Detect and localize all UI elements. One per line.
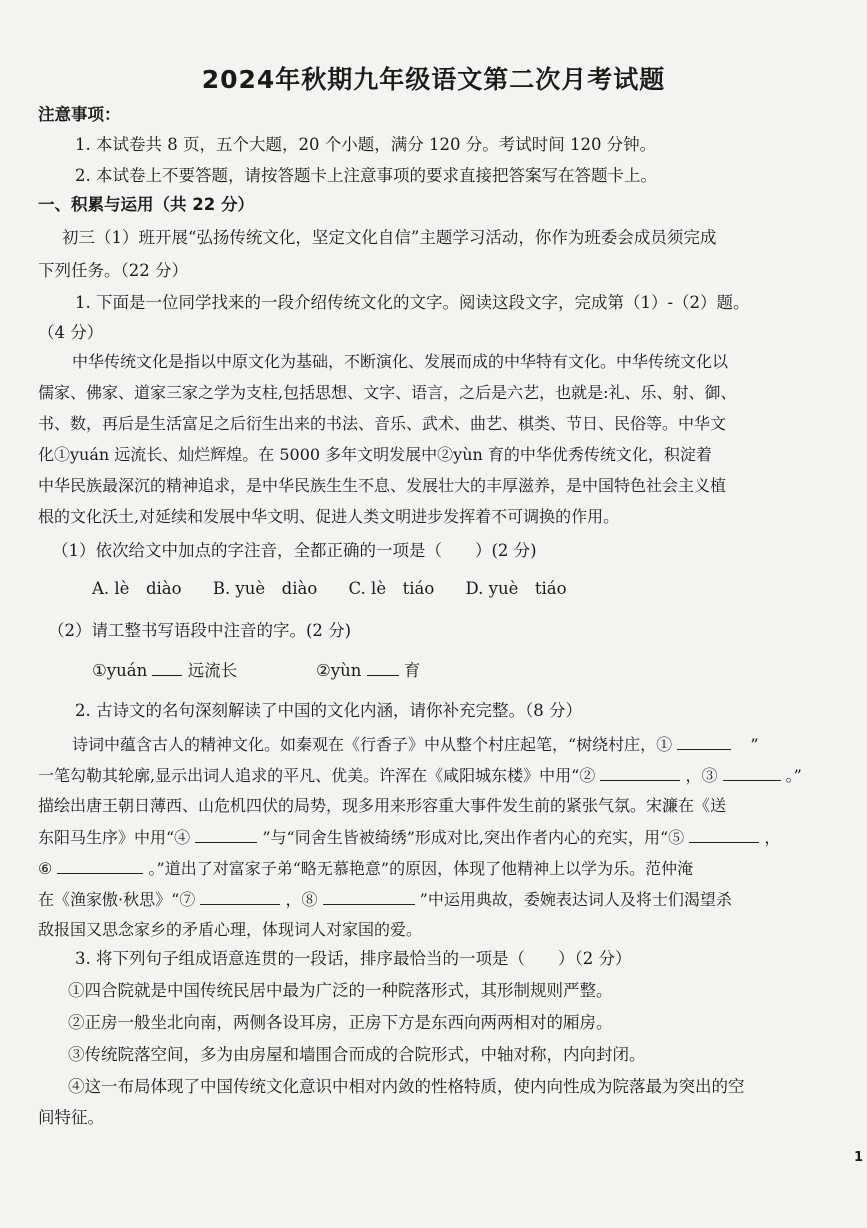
answer-blank[interactable]	[367, 659, 399, 676]
option-c: C. lè tiáo	[348, 579, 435, 598]
q1-stem-2: （4 分）	[38, 323, 104, 342]
q3-item: ③传统院落空间，多为由房屋和墙围合而成的合院形式，中轴对称，内向封闭。	[68, 1045, 646, 1064]
q1-stem-1: 1. 下面是一位同学找来的一段介绍传统文化的文字。阅读这段文字，完成第（1）-（2）题。	[75, 293, 750, 312]
answer-blank[interactable]	[200, 888, 280, 905]
q3-item: ④这一布局体现了中国传统文化意识中相对内敛的性格特质，使内向性成为院落最为突出的空	[68, 1077, 745, 1096]
notice-heading: 注意事项：	[38, 105, 121, 124]
q2-line: 在《渔家傲·秋思》“⑦ ，⑧ ”中运用典故，委婉表达词人及将士们渴望杀	[38, 890, 732, 909]
answer-blank[interactable]	[677, 733, 731, 750]
answer-blank[interactable]	[195, 826, 257, 843]
page-title: 2024年秋期九年级语文第二次月考试题	[201, 65, 666, 94]
passage-line: 中华传统文化是指以中原文化为基础，不断演化、发展而成的中华特有文化。中华传统文化以	[72, 352, 729, 371]
answer-blank[interactable]	[723, 764, 781, 781]
answer-blank[interactable]	[600, 764, 680, 781]
section-intro-1: 初三（1）班开展“弘扬传统文化，坚定文化自信”主题学习活动，你作为班委会成员须完成	[62, 228, 717, 247]
passage-line: 书、数，再后是生活富足之后衍生出来的书法、音乐、武术、曲艺、棋类、节日、民俗等。中华文	[38, 414, 727, 433]
notice-item-2: 2. 本试卷上不要答题，请按答题卡上注意事项的要求直接把答案写在答题卡上。	[75, 166, 657, 185]
q3-item: ①四合院就是中国传统民居中最为广泛的一种院落形式，其形制规则严整。	[68, 981, 613, 1000]
option-d: D. yuè tiáo	[465, 579, 567, 598]
q3-item: 间特征。	[38, 1108, 104, 1127]
option-b: B. yuè diào	[212, 579, 318, 598]
section-intro-2: 下列任务。（22 分）	[38, 261, 188, 280]
q1-write-1: ①yuán 远流长	[92, 661, 238, 680]
q1-sub1: （1）依次给文中加点的字注音，全都正确的一项是（ ）(2 分)	[52, 541, 537, 560]
q3-item: ②正房一般坐北向南，两侧各设耳房，正房下方是东西向两两相对的厢房。	[68, 1013, 613, 1032]
q3-stem: 3. 将下列句子组成语意连贯的一段话，排序最恰当的一项是（ ）（2 分）	[75, 949, 632, 968]
section-heading: 一、积累与运用（共 22 分）	[38, 195, 254, 214]
passage-line: 中华民族最深沉的精神追求，是中华民族生生不息、发展壮大的丰厚滋养，是中国特色社会主义植	[38, 476, 727, 495]
answer-blank[interactable]	[323, 888, 415, 905]
answer-blank[interactable]	[689, 826, 759, 843]
q1-options	[92, 578, 593, 600]
q1-sub2: （2）请工整书写语段中注音的字。(2 分)	[48, 621, 352, 640]
passage-line: 儒家、佛家、道家三家之学为支柱,包括思想、文字、语言，之后是六艺，也就是:礼、乐、射、御、	[38, 383, 737, 402]
q2-line: 描绘出唐王朝日薄西、山危机四伏的局势，现多用来形容重大事件发生前的紧张气氛。宋濂在《送	[38, 796, 727, 815]
q2-line: 一笔勾勒其轮廓,显示出词人追求的平凡、优美。许浑在《咸阳城东楼》中用“② ，③ 。”	[38, 766, 802, 785]
answer-blank[interactable]	[152, 659, 182, 676]
option-a: A. lè diào	[92, 579, 182, 598]
q2-line: 敌报国又思念家乡的矛盾心理，体现词人对家国的爱。	[38, 920, 423, 939]
page-number: 1	[853, 1150, 863, 1165]
q2-line: ⑥ 。”道出了对富家子弟“略无慕艳意”的原因，体现了他精神上以学为乐。范仲淹	[38, 859, 694, 878]
q1-write-2: ②yùn 育	[316, 661, 421, 680]
answer-blank[interactable]	[57, 857, 143, 874]
passage-line: 化①yuán 远流长、灿烂辉煌。在 5000 多年文明发展中②yùn 育的中华优秀传统文化，积淀着	[38, 445, 712, 464]
q2-stem: 2. 古诗文的名句深刻解读了中国的文化内涵，请你补充完整。（8 分）	[75, 701, 582, 720]
notice-item-1: 1. 本试卷共 8 页，五个大题，20 个小题，满分 120 分。考试时间 120 分钟。	[75, 135, 657, 154]
q2-line: 东阳马生序》中用“④ ”与“同舍生皆被绮绣”形成对比,突出作者内心的充实，用“⑤ ，	[38, 828, 781, 847]
q2-line: 诗词中蕴含古人的精神文化。如秦观在《行香子》中从整个村庄起笔，“树绕村庄，① ”	[72, 735, 759, 754]
passage-line: 根的文化沃土,对延续和发展中华文明、促进人类文明进步发挥着不可调换的作用。	[38, 507, 620, 526]
